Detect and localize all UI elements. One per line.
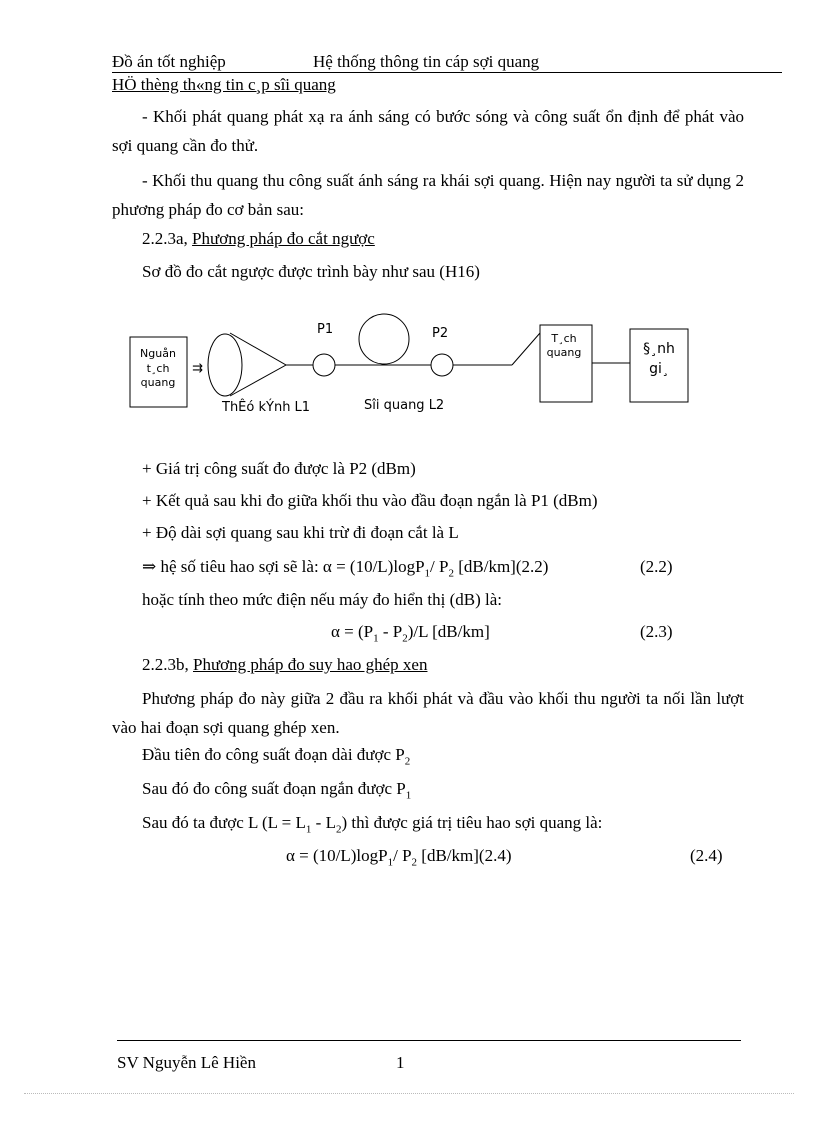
- light-arrow-icon: ⇉: [192, 361, 203, 376]
- formula-2-4-prefix: α = (10/L)logP: [286, 846, 388, 865]
- section-b-line-3-sub2: 2: [335, 823, 342, 836]
- page-edge-divider: [24, 1093, 794, 1094]
- formula-2-3-sub2: 2: [402, 632, 408, 645]
- formula-2-4-mid: / P: [393, 846, 412, 865]
- formula-2-4-number: (2.4): [690, 846, 723, 865]
- section-b-line-1-text: Đầu tiên đo công suất đoạn dài được P: [142, 745, 405, 764]
- footer-rule: [117, 1040, 741, 1041]
- meter-line-1: §¸nh: [643, 341, 675, 357]
- source-line-2: t¸ch: [146, 362, 170, 375]
- detector-line-2: quang: [546, 346, 582, 359]
- formula-2-3: [331, 622, 490, 644]
- p2-connector: [431, 354, 453, 376]
- detector-triangle: [512, 333, 540, 396]
- formula-2-4: [286, 846, 511, 868]
- formula-2-3-intro: hoặc tính theo mức điện nếu máy đo hiển thị (dB) là:: [142, 590, 502, 609]
- paragraph-receiver: - Khối thu quang thu công suất ánh sáng ra khái sợi quang. Hiện nay người ta sử dụng 2 phương pháp đo cơ bản sau:: [112, 171, 744, 219]
- list-item-2: + Kết quả sau khi đo giữa khối thu vào đầu đoạn ngắn là P1 (dBm): [142, 491, 598, 510]
- section-b-heading: [142, 655, 427, 675]
- formula-2-2-prefix: ⇒ hệ số tiêu hao sợi sẽ là: α = (10/L)logP: [142, 557, 425, 576]
- header-rule: [112, 72, 782, 73]
- section-b-line-3-c: ) thì được giá trị tiêu hao sợi quang là:: [341, 813, 603, 832]
- section-a-title: Phương pháp đo cắt ngược: [192, 229, 375, 248]
- section-b-line-3-b: - L: [311, 813, 336, 832]
- page-number: 1: [396, 1053, 405, 1072]
- list-item-3: + Độ dài sợi quang sau khi trừ đi đoạn cắt là L: [142, 523, 459, 542]
- section-a-number: 2.2.3a,: [142, 229, 188, 248]
- formula-2-3-number: (2.3): [640, 622, 673, 641]
- formula-2-2-number: (2.2): [640, 557, 673, 576]
- coupler-triangle: [230, 333, 286, 396]
- footer-author: SV Nguyễn Lê Hiền: [117, 1053, 256, 1072]
- formula-2-2-sub2: 2: [448, 567, 454, 580]
- lens-caption: ThÊó kÝnh L1: [222, 400, 311, 415]
- section-b-line-1-sub: 2: [404, 755, 411, 768]
- formula-2-2-mid: / P: [430, 557, 449, 576]
- lens-ellipse: [208, 334, 242, 396]
- section-b-paragraph: Phương pháp đo này giữa 2 đầu ra khối phát và đầu vào khối thu người ta nối lần lượt vào hai đoạn sợi quang ghép xen.: [112, 689, 744, 737]
- formula-2-3-suffix: )/L [dB/km]: [407, 622, 490, 641]
- p1-connector: [313, 354, 335, 376]
- formula-2-2-suffix: [dB/km](2.2): [453, 557, 549, 576]
- formula-2-4-suffix: [dB/km](2.4): [417, 846, 512, 865]
- list-item-1: + Giá trị công suất đo được là P2 (dBm): [142, 459, 416, 478]
- fiber-caption: Sîi quang L2: [364, 398, 445, 413]
- section-b-number: 2.2.3b,: [142, 655, 189, 674]
- formula-2-2-sub1: 1: [424, 567, 431, 580]
- section-b-line-3: [142, 813, 602, 835]
- section-b-line-3-sub1: 1: [305, 823, 312, 836]
- detector-line-1: T¸ch: [551, 332, 577, 345]
- cutback-diagram: [120, 305, 700, 430]
- meter-line-2: gi¸: [649, 361, 669, 377]
- source-line-3: quang: [140, 376, 176, 389]
- p2-label: P2: [432, 326, 449, 341]
- formula-2-2: [142, 557, 548, 579]
- section-b-line-1: [142, 745, 410, 767]
- formula-2-3-prefix: α = (P: [331, 622, 374, 641]
- formula-2-4-sub1: 1: [387, 856, 394, 869]
- fiber-spool: [359, 314, 409, 364]
- section-b-line-2-sub: 1: [405, 789, 412, 802]
- section-a-intro: Sơ đồ đo cắt ngược được trình bày như sau (H16): [142, 262, 480, 281]
- section-b-line-2-text: Sau đó đo công suất đoạn ngắn được P: [142, 779, 406, 798]
- paragraph-transmitter: - Khối phát quang phát xạ ra ánh sáng có bước sóng và công suất ổn định để phát vào sợi quang cần đo thử.: [112, 107, 744, 155]
- source-line-1: Nguån: [140, 347, 176, 360]
- p1-label: P1: [317, 322, 334, 337]
- formula-2-3-sub1: 1: [373, 632, 379, 645]
- formula-2-4-sub2: 2: [411, 856, 418, 869]
- header-right: Hệ thống thông tin cáp sợi quang: [313, 52, 540, 71]
- header-left: Đồ án tốt nghiệp: [112, 52, 226, 71]
- section-a-heading: [142, 229, 375, 249]
- section-b-line-3-a: Sau đó ta được L (L = L: [142, 813, 306, 832]
- section-b-title: Phương pháp đo suy hao ghép xen: [193, 655, 428, 674]
- header-subtitle: HÖ thèng th«ng tin c¸p sîi quang: [112, 75, 336, 94]
- formula-2-3-mid: - P: [378, 622, 403, 641]
- section-b-line-2: [142, 779, 411, 801]
